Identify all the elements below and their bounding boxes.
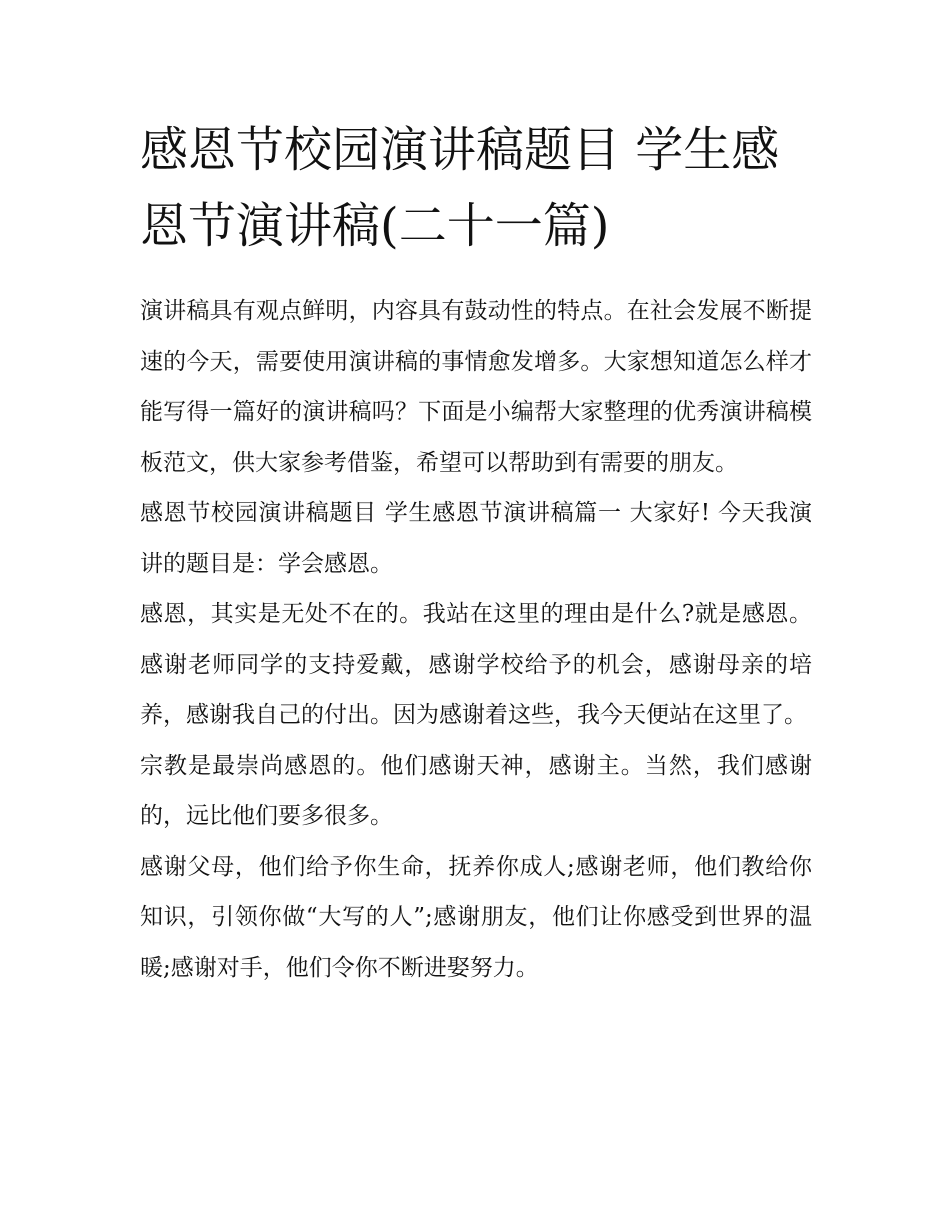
document-page [140, 112, 812, 993]
paragraph-thanks-list: 感谢父母，他们给予你生命，抚养你成人;感谢老师，他们教给你知识，引领你做“大写的人”;感谢朋友，他们让你感受到世界的温暖;感谢对手，他们令你不断进娶努力。 [140, 853, 812, 981]
paragraph-religion: 宗教是最崇尚感恩的。他们感谢天神，感谢主。当然，我们感谢的，远比他们要多很多。 [140, 752, 812, 829]
paragraph-greeting: 感恩节校园演讲稿题目 学生感恩节演讲稿篇一 大家好! 今天我演讲的题目是：学会感恩。 [140, 500, 812, 577]
paragraph-intro: 演讲稿具有观点鲜明，内容具有鼓动性的特点。在社会发展不断提速的今天，需要使用演讲稿的事情愈发增多。大家想知道怎么样才能写得一篇好的演讲稿吗？下面是小编帮大家整理的优秀演讲稿模板范文，供大家参考借鉴，希望可以帮助到有需要的朋友。 [140, 298, 812, 476]
document-title: 感恩节校园演讲稿题目 学生感恩节演讲稿(二十一篇) [140, 122, 780, 254]
paragraph-gratitude-everywhere: 感恩，其实是无处不在的。我站在这里的理由是什么?就是感恩。感谢老师同学的支持爱戴，感谢学校给予的机会，感谢母亲的培养，感谢我自己的付出。因为感谢着这些，我今天便站在这里了。 [140, 601, 812, 728]
